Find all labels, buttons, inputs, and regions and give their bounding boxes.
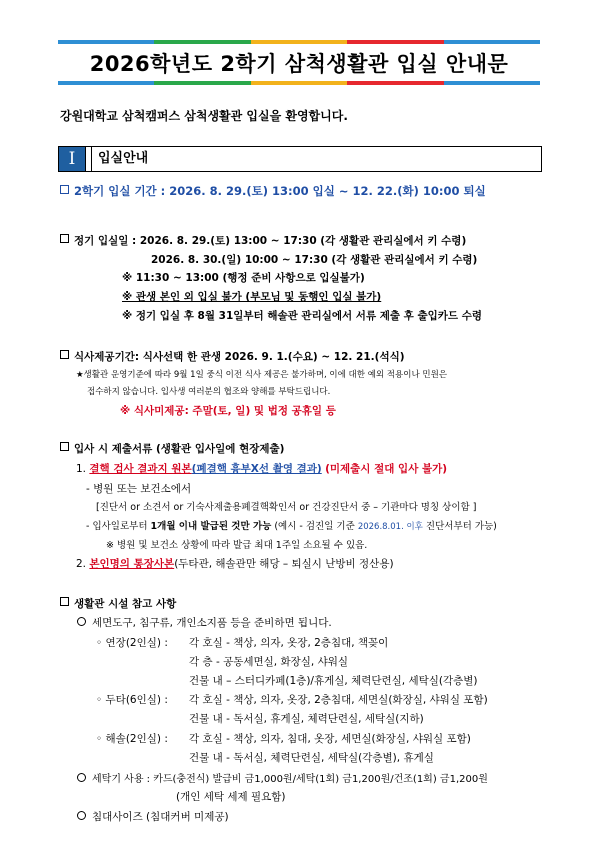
- circle-bullet-icon: [77, 617, 86, 626]
- docs-sub-3: - 입사일로부터 1개월 이내 발급된 것만 가능 (예시 - 검진일 기준 2026.8.01. 이후 진단서부터 가능): [86, 521, 497, 532]
- laundry-line-1: 세탁기 사용 : 카드(충전식) 발급비 금1,000원/세탁(1회) 금1,200원/건조(1회) 금1,200원: [77, 770, 488, 785]
- duta-line-1: 각 호실 - 책상, 의자, 옷장, 2층침대, 세면실(화장실, 샤워실 포함): [189, 694, 488, 706]
- top-color-bar: [58, 40, 540, 44]
- yeon-line-3: 건물 내 – 스터디카페(1층)/휴게실, 체력단련실, 세탁실(각층별): [189, 675, 478, 687]
- period-line: 2학기 입실 기간 : 2026. 8. 29.(토) 13:00 입실 ~ 12. 22.(화) 10:00 퇴실: [60, 183, 486, 199]
- laundry-line-2: (개인 세탁 세제 필요함): [176, 791, 286, 803]
- meal-desc-2: 접수하지 않습니다. 입사생 여러분의 협조와 양해를 부탁드립니다.: [87, 387, 331, 397]
- yeon-line-1: 각 호실 - 책상, 의자, 옷장, 2층침대, 책꽂이: [189, 637, 389, 649]
- haesol-label: ◦ 해솔(2인실) :: [96, 733, 168, 745]
- yeon-label: ◦ 연장(2인실) :: [96, 637, 168, 649]
- welcome-text: 강원대학교 삼척캠퍼스 삼척생활관 입실을 환영합니다.: [60, 109, 348, 123]
- docs-sub-1: - 병원 또는 보건소에서: [86, 483, 192, 495]
- facility-prep: 세면도구, 침구류, 개인소지품 등을 준비하면 됩니다.: [77, 615, 332, 630]
- facility-heading: 생활관 시설 참고 사항: [60, 596, 176, 611]
- section-header: [58, 146, 542, 172]
- bed-size: 침대사이즈 (침대커버 미제공): [77, 809, 229, 824]
- regular-note-2: ※ 관생 본인 외 입실 불가 (부모님 및 동행인 입실 불가): [122, 291, 382, 303]
- square-bullet-icon: [60, 234, 69, 243]
- square-bullet-icon: [60, 597, 69, 606]
- section-title: 입실안내: [91, 147, 541, 171]
- haesol-line-2: 건물 내 - 독서실, 체력단련실, 세탁실(각층별), 휴게실: [189, 752, 434, 764]
- meal-heading: 식사제공기간: 식사선택 한 관생 2026. 9. 1.(수요) ~ 12. 21.(석식): [60, 349, 405, 364]
- yeon-line-2: 각 층 - 공동세면실, 화장실, 샤워실: [189, 656, 349, 668]
- duta-line-2: 건물 내 - 독서실, 휴게실, 체력단련실, 세탁실(지하): [189, 713, 424, 725]
- regular-line-1: 정기 입실일 : 2026. 8. 29.(토) 13:00 ~ 17:30 (각 생활관 관리실에서 키 수령): [60, 233, 466, 248]
- circle-bullet-icon: [77, 811, 86, 820]
- page-title: 2026학년도 2학기 삼척생활관 입실 안내문: [89, 52, 509, 76]
- docs-heading: 입사 시 제출서류 (생활관 입사일에 현장제출): [60, 441, 284, 456]
- docs-item-1: 1. 결핵 검사 결과지 원본(폐결핵 흉부X선 촬영 결과) (미제출시 절대 입사 불가): [76, 463, 448, 475]
- section-number: Ⅰ: [59, 147, 86, 171]
- circle-bullet-icon: [77, 773, 86, 782]
- meal-desc-1: ★생활관 운영기준에 따라 9월 1일 중식 이전 식사 제공은 불가하며, 이에 대한 예외 적용이나 민원은: [76, 370, 447, 380]
- docs-sub-4: ※ 병원 및 보건소 상황에 따라 발급 최대 1주일 소요될 수 있음.: [106, 540, 368, 551]
- docs-sub-2: [진단서 or 소견서 or 기숙사제출용폐결핵확인서 or 건강진단서 중 – 기관마다 명칭 상이함 ]: [96, 502, 477, 513]
- regular-note-3: ※ 정기 입실 후 8월 31일부터 해솔관 관리실에서 서류 제출 후 출입카드 수령: [122, 310, 482, 322]
- haesol-line-1: 각 호실 - 책상, 의자, 침대, 옷장, 세면실(화장실, 샤워실 포함): [189, 733, 471, 745]
- meal-note: ※ 식사미제공: 주말(토, 일) 및 법정 공휴일 등: [120, 405, 336, 417]
- bottom-color-bar: [58, 81, 540, 85]
- square-bullet-icon: [60, 350, 69, 359]
- regular-line-2: 2026. 8. 30.(일) 10:00 ~ 17:30 (각 생활관 관리실에서 키 수령): [151, 254, 478, 266]
- square-bullet-icon: [60, 442, 69, 451]
- square-bullet-icon: [60, 185, 69, 194]
- regular-note-1: ※ 11:30 ~ 13:00 (행정 준비 사항으로 입실불가): [122, 272, 365, 284]
- duta-label: ◦ 두타(6인실) :: [96, 694, 168, 706]
- docs-item-2: 2. 본인명의 통장사본(두타관, 해솔관만 해당 – 퇴실시 난방비 정산용): [76, 558, 394, 570]
